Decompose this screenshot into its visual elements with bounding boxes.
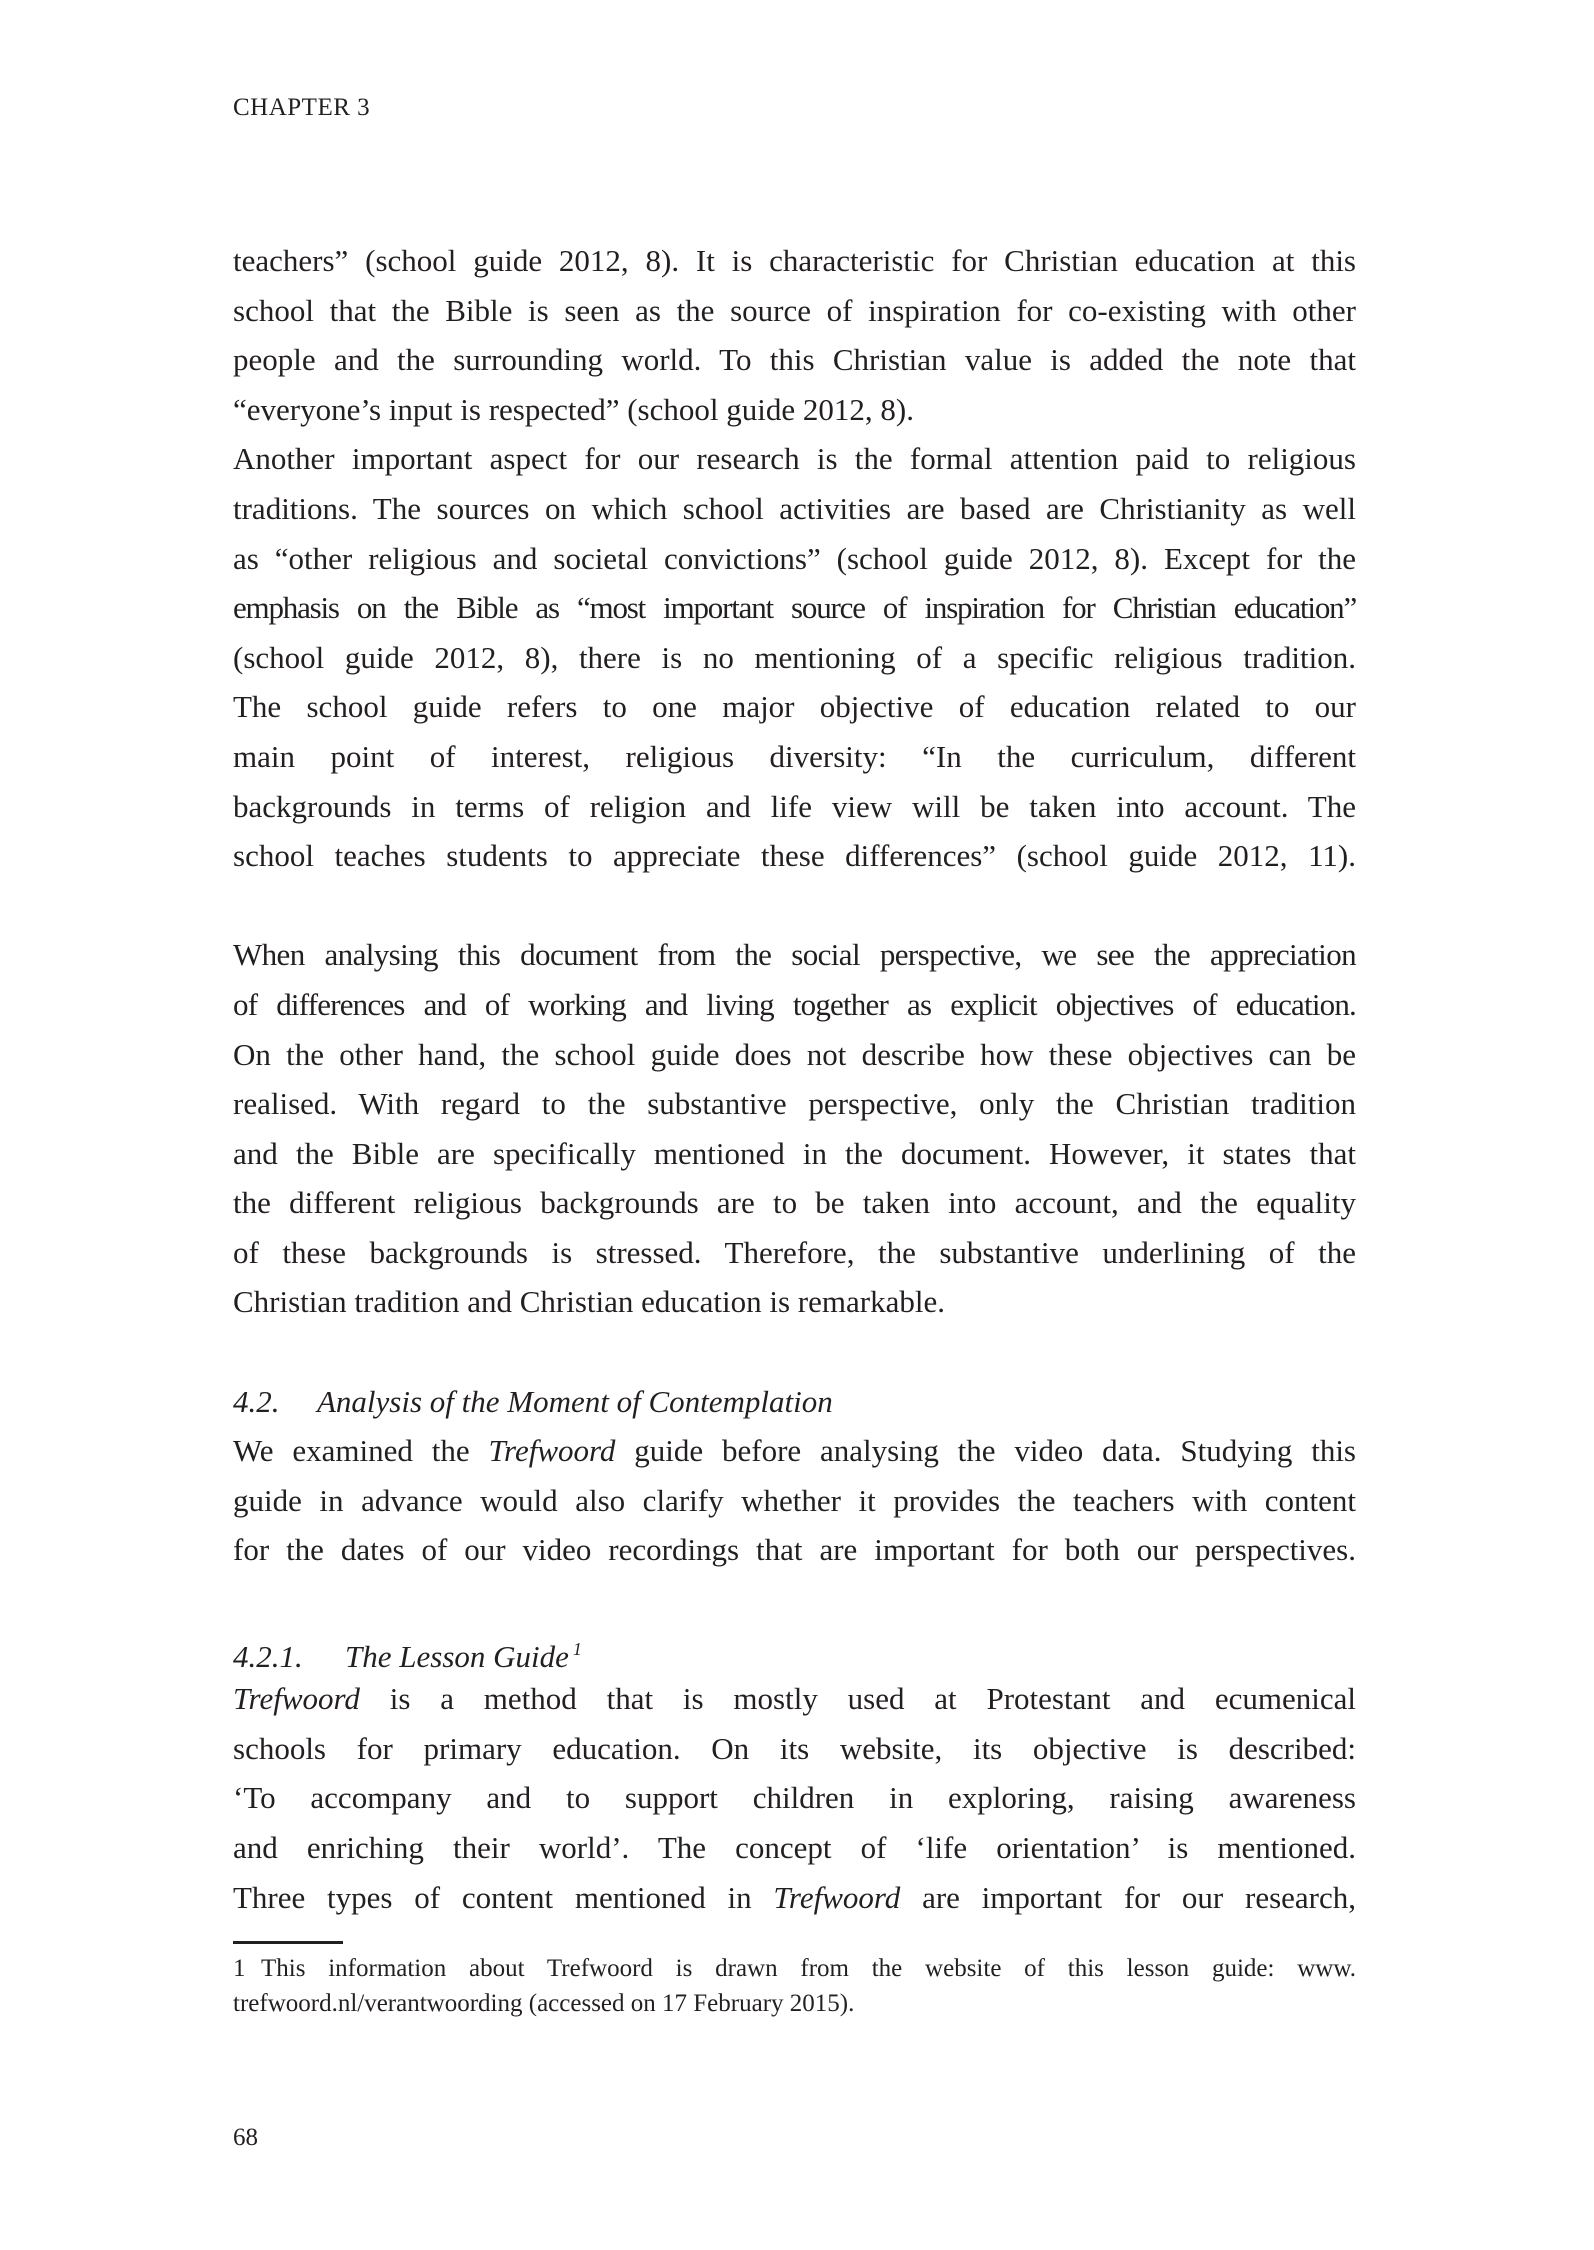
paragraph-school-guide-values	[233, 236, 1356, 434]
text-line: teachers” (school guide 2012, 8). It is characteristic for Christian education at this	[233, 243, 1356, 278]
footnote-1	[233, 1951, 1356, 2021]
section-heading-4-2	[233, 1377, 1356, 1427]
paragraph-gap	[233, 1327, 1356, 1377]
text-line: Christian tradition and Christian education is remarkable.	[233, 1284, 945, 1320]
text-line: of these backgrounds is stressed. Therefore, the substantive underlining of the	[233, 1234, 1356, 1270]
section-title: Analysis of the Moment of Contemplation	[317, 1383, 833, 1419]
footnote-divider	[233, 1941, 343, 1944]
emphasis-trefwoord: Trefwoord	[773, 1879, 901, 1915]
text-line: school teaches students to appreciate these differences” (school guide 2012, 11).	[233, 838, 1356, 874]
text-line: guide in advance would also clarify whether it provides the teachers with content	[233, 1482, 1356, 1518]
text-fragment: is a method that is mostly used at Protestant and ecumenical	[359, 1681, 1356, 1717]
text-line: (school guide 2012, 8), there is no mentioning of a specific religious tradition.	[233, 639, 1356, 675]
text-fragment: are important for our research,	[900, 1879, 1356, 1915]
text-line: school that the Bible is seen as the source of inspiration for co-existing with other	[233, 292, 1356, 328]
text-line: ‘To accompany and to support children in exploring, raising awareness	[233, 1780, 1356, 1816]
paragraph-gap	[233, 1575, 1356, 1625]
text-line: and enriching their world’. The concept of ‘life orientation’ is mentioned.	[233, 1830, 1356, 1865]
running-head: CHAPTER 3	[233, 94, 371, 121]
paragraph-lesson-guide	[233, 1674, 1356, 1922]
text-line: emphasis on the Bible as “most important source of inspiration for Christian education”	[233, 590, 1356, 626]
paragraph-religious-traditions	[233, 434, 1356, 880]
footnote-line: trefwoord.nl/verantwoording (accessed on 17 February 2015).	[233, 1990, 855, 2017]
footnote-text: This information about Trefwoord is drawn from the website of this lesson guide: www.	[261, 1955, 1356, 1982]
footnote-reference[interactable]: 1	[572, 1638, 582, 1659]
text-line: for the dates of our video recordings that are important for both our perspectives.	[233, 1532, 1356, 1568]
footnote-line	[233, 1951, 1356, 1986]
text-line: backgrounds in terms of religion and life view will be taken into account. The	[233, 788, 1356, 824]
paragraph-social-perspective-analysis	[233, 930, 1356, 1327]
footnote-number: 1	[233, 1955, 246, 1982]
paragraph-gap	[233, 881, 1356, 931]
section-number: 4.2.1.	[233, 1638, 303, 1674]
text-line: as “other religious and societal convictions” (school guide 2012, 8). Except for the	[233, 540, 1356, 576]
paragraph-trefwoord-guide	[233, 1426, 1356, 1575]
section-number: 4.2.	[233, 1383, 280, 1419]
text-line: and the Bible are specifically mentioned in the document. However, it states that	[233, 1135, 1356, 1171]
text-line: “everyone’s input is respected” (school guide 2012, 8).	[233, 391, 914, 427]
text-line: The school guide refers to one major objective of education related to our	[233, 689, 1356, 725]
emphasis-trefwoord: Trefwoord	[488, 1433, 616, 1469]
body-text	[233, 236, 1356, 1922]
section-heading-4-2-1	[233, 1625, 1356, 1675]
text-line: the different religious backgrounds are to be taken into account, and the equality	[233, 1185, 1356, 1221]
footnotes	[233, 1951, 1356, 2021]
text-line: On the other hand, the school guide does not describe how these objectives can be	[233, 1036, 1356, 1072]
text-line: schools for primary education. On its website, its objective is described:	[233, 1730, 1356, 1766]
text-line	[233, 1426, 1356, 1476]
text-fragment: We examined the	[233, 1433, 489, 1469]
text-line: main point of interest, religious diversity: “In the curriculum, different	[233, 738, 1356, 774]
emphasis-trefwoord: Trefwoord	[233, 1681, 360, 1717]
text-line: of differences and of working and living together as explicit objectives of education.	[233, 986, 1356, 1022]
text-line: Another important aspect for our research is the formal attention paid to religious	[233, 441, 1356, 477]
text-line: When analysing this document from the social perspective, we see the appreciation	[233, 937, 1356, 973]
text-fragment: Three types of content mentioned in	[233, 1879, 774, 1915]
text-line: realised. With regard to the substantive perspective, only the Christian tradition	[233, 1086, 1356, 1122]
text-line	[233, 1873, 1356, 1923]
text-line	[233, 1674, 1356, 1724]
text-fragment: guide before analysing the video data. Studying this	[615, 1433, 1356, 1469]
page-number: 68	[233, 2124, 258, 2151]
text-line: traditions. The sources on which school activities are based are Christianity as well	[233, 490, 1356, 526]
section-title: The Lesson Guide	[345, 1638, 569, 1674]
text-line: people and the surrounding world. To this Christian value is added the note that	[233, 342, 1356, 378]
